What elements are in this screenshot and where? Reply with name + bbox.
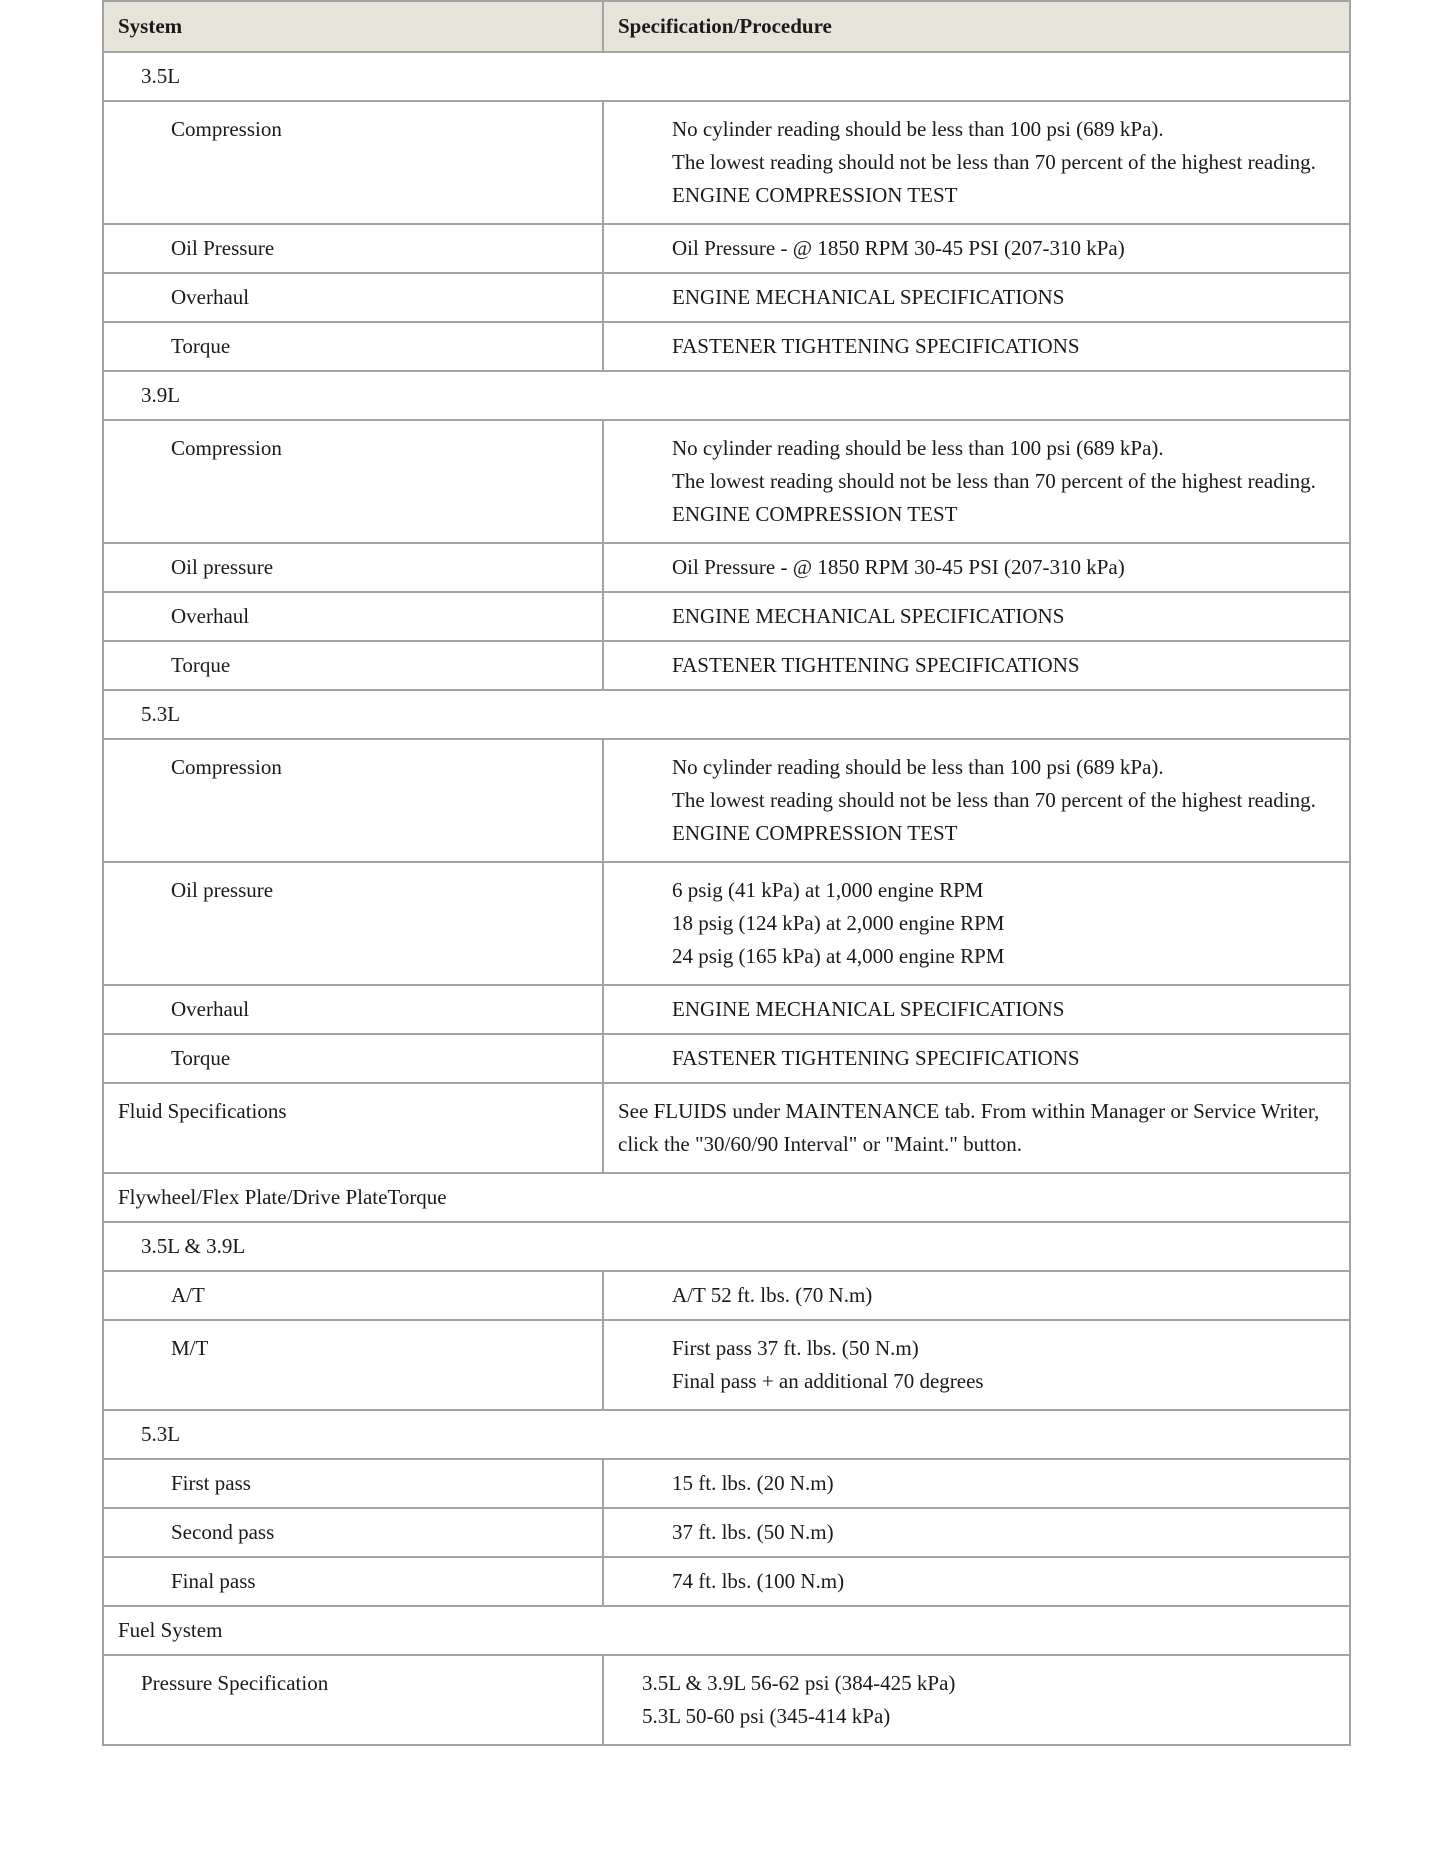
spec-line: No cylinder reading should be less than 100 psi (689 kPa). xyxy=(672,117,1164,141)
spec-line: 74 ft. lbs. (100 N.m) xyxy=(672,1569,845,1593)
spec-cell xyxy=(603,641,1350,690)
table-row xyxy=(103,273,1350,322)
table-row xyxy=(103,224,1350,273)
spec-line: 15 ft. lbs. (20 N.m) xyxy=(672,1471,834,1495)
system-cell: Pressure Specification xyxy=(103,1655,603,1745)
system-cell: Torque xyxy=(103,641,603,690)
group-row xyxy=(103,690,1350,739)
spec-line: FASTENER TIGHTENING SPECIFICATIONS xyxy=(672,653,1080,677)
spec-line: Oil Pressure - @ 1850 RPM 30-45 PSI (207-310 kPa) xyxy=(672,555,1125,579)
group-row xyxy=(103,1173,1350,1222)
system-cell: Compression xyxy=(103,101,603,224)
group-row xyxy=(103,371,1350,420)
table-row xyxy=(103,543,1350,592)
spec-line: ENGINE COMPRESSION TEST xyxy=(672,502,958,526)
spec-cell xyxy=(603,322,1350,371)
system-cell: Compression xyxy=(103,739,603,862)
table-row xyxy=(103,1320,1350,1410)
specification-table xyxy=(102,0,1351,1746)
table-row xyxy=(103,985,1350,1034)
system-cell: Overhaul xyxy=(103,985,603,1034)
spec-line: The lowest reading should not be less than 70 percent of the highest reading. xyxy=(672,150,1316,174)
spec-line: Oil Pressure - @ 1850 RPM 30-45 PSI (207-310 kPa) xyxy=(672,236,1125,260)
system-cell: Torque xyxy=(103,322,603,371)
spec-line: 5.3L 50-60 psi (345-414 kPa) xyxy=(642,1704,891,1728)
table-row xyxy=(103,1655,1350,1745)
spec-cell xyxy=(603,1508,1350,1557)
table-row xyxy=(103,862,1350,985)
system-cell: Oil pressure xyxy=(103,862,603,985)
spec-line: 37 ft. lbs. (50 N.m) xyxy=(672,1520,834,1544)
table-row xyxy=(103,1034,1350,1083)
group-label: Flywheel/Flex Plate/Drive PlateTorque xyxy=(103,1173,1350,1222)
spec-line: 3.5L & 3.9L 56-62 psi (384-425 kPa) xyxy=(642,1671,956,1695)
spec-line: ENGINE MECHANICAL SPECIFICATIONS xyxy=(672,285,1065,309)
table-row xyxy=(103,101,1350,224)
group-label: 3.5L xyxy=(103,52,1350,101)
system-cell: Second pass xyxy=(103,1508,603,1557)
system-cell: Compression xyxy=(103,420,603,543)
system-cell: M/T xyxy=(103,1320,603,1410)
spec-line: 24 psig (165 kPa) at 4,000 engine RPM xyxy=(672,944,1005,968)
spec-line: ENGINE COMPRESSION TEST xyxy=(672,821,958,845)
spec-cell xyxy=(603,862,1350,985)
column-header-spec: Specification/Procedure xyxy=(603,1,1350,52)
table-row xyxy=(103,1508,1350,1557)
spec-cell xyxy=(603,1271,1350,1320)
spec-cell xyxy=(603,1083,1350,1173)
spec-cell xyxy=(603,1655,1350,1745)
spec-line: 6 psig (41 kPa) at 1,000 engine RPM xyxy=(672,878,984,902)
table-header xyxy=(103,1,1350,52)
table-row xyxy=(103,1557,1350,1606)
system-cell: First pass xyxy=(103,1459,603,1508)
spec-cell xyxy=(603,1557,1350,1606)
system-cell: A/T xyxy=(103,1271,603,1320)
system-cell: Overhaul xyxy=(103,273,603,322)
spec-line: 18 psig (124 kPa) at 2,000 engine RPM xyxy=(672,911,1005,935)
spec-cell xyxy=(603,420,1350,543)
group-row xyxy=(103,52,1350,101)
group-label: Fuel System xyxy=(103,1606,1350,1655)
spec-cell xyxy=(603,224,1350,273)
group-row xyxy=(103,1222,1350,1271)
group-label: 3.9L xyxy=(103,371,1350,420)
header-row xyxy=(103,1,1350,52)
table-row xyxy=(103,592,1350,641)
spec-cell xyxy=(603,101,1350,224)
spec-line: See FLUIDS under MAINTENANCE tab. From within Manager or Service Writer, click the "30/60/90 Interval" or "Maint." button. xyxy=(618,1099,1320,1156)
group-row xyxy=(103,1606,1350,1655)
spec-cell xyxy=(603,739,1350,862)
spec-line: ENGINE MECHANICAL SPECIFICATIONS xyxy=(672,997,1065,1021)
spec-line: The lowest reading should not be less than 70 percent of the highest reading. xyxy=(672,469,1316,493)
spec-line: FASTENER TIGHTENING SPECIFICATIONS xyxy=(672,334,1080,358)
system-cell: Final pass xyxy=(103,1557,603,1606)
table-row xyxy=(103,1459,1350,1508)
spec-line: First pass 37 ft. lbs. (50 N.m) xyxy=(672,1336,919,1360)
table-row xyxy=(103,739,1350,862)
spec-cell xyxy=(603,1459,1350,1508)
spec-line: No cylinder reading should be less than 100 psi (689 kPa). xyxy=(672,755,1164,779)
table-row xyxy=(103,1083,1350,1173)
table-body xyxy=(103,52,1350,1745)
table-row xyxy=(103,641,1350,690)
spec-line: Final pass + an additional 70 degrees xyxy=(672,1369,984,1393)
table-row xyxy=(103,322,1350,371)
spec-cell xyxy=(603,592,1350,641)
system-cell: Oil pressure xyxy=(103,543,603,592)
spec-cell xyxy=(603,1034,1350,1083)
spec-line: FASTENER TIGHTENING SPECIFICATIONS xyxy=(672,1046,1080,1070)
spec-cell xyxy=(603,273,1350,322)
system-cell: Oil Pressure xyxy=(103,224,603,273)
group-row xyxy=(103,1410,1350,1459)
spec-line: ENGINE COMPRESSION TEST xyxy=(672,183,958,207)
system-cell: Torque xyxy=(103,1034,603,1083)
spec-cell xyxy=(603,1320,1350,1410)
system-cell: Overhaul xyxy=(103,592,603,641)
system-cell: Fluid Specifications xyxy=(103,1083,603,1173)
group-label: 5.3L xyxy=(103,690,1350,739)
spec-line: A/T 52 ft. lbs. (70 N.m) xyxy=(672,1283,873,1307)
group-label: 5.3L xyxy=(103,1410,1350,1459)
spec-line: ENGINE MECHANICAL SPECIFICATIONS xyxy=(672,604,1065,628)
group-label: 3.5L & 3.9L xyxy=(103,1222,1350,1271)
spec-line: The lowest reading should not be less than 70 percent of the highest reading. xyxy=(672,788,1316,812)
column-header-system: System xyxy=(103,1,603,52)
spec-cell xyxy=(603,985,1350,1034)
table-row xyxy=(103,420,1350,543)
spec-line: No cylinder reading should be less than 100 psi (689 kPa). xyxy=(672,436,1164,460)
spec-cell xyxy=(603,543,1350,592)
table-row xyxy=(103,1271,1350,1320)
